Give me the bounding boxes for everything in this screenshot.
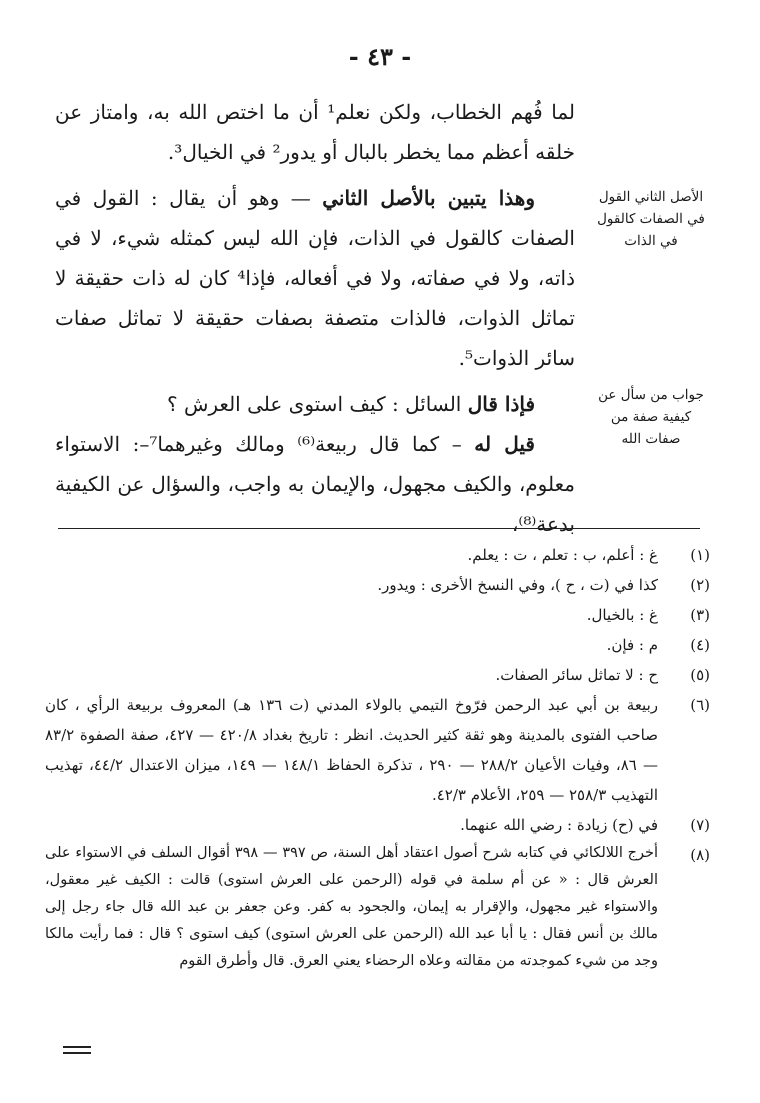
footnote-number: (١) bbox=[690, 546, 710, 564]
footnotes bbox=[45, 540, 710, 975]
paragraph-4 bbox=[55, 424, 575, 544]
footnote-text: م : فإن. bbox=[606, 636, 658, 654]
paragraph-2 bbox=[55, 178, 575, 378]
footnote-text: غ : أعلم، ب : تعلم ، ت : يعلم. bbox=[467, 546, 658, 564]
footnote-text: في (ح) زيادة : رضي الله عنهما. bbox=[460, 816, 658, 834]
footnote-text: ح : لا تماثل سائر الصفات. bbox=[495, 666, 658, 684]
footnote-text: ربيعة بن أبي عبد الرحمن فرّوخ التيمي بالولاء المدني (ت ١٣٦ هـ) المعروف بربيعة الرأي ، كان صاحب الفتوى بالمدينة وهو ثقة كثير الحديث. انظر : تاريخ بغداد ٤٢٠/٨ — ٤٢٧، صفة الصفوة ٨٣/٢ — ٨٦، وفيات الأعيان ٢٨٨/٢ — ٢٩٠ ، تذكرة الحفاظ ١٤٨/١ — ١٤٩، ميزان الاعتدال ٤٤/٢، تهذيب التهذيب ٢٥٨/٣ — ٢٥٩، الأعلام ٤٢/٣. bbox=[45, 696, 659, 804]
footnote-number: (٦) bbox=[690, 696, 710, 714]
main-text bbox=[55, 92, 575, 544]
continuation-mark bbox=[63, 1046, 91, 1058]
footnote-number: (٤) bbox=[690, 636, 710, 654]
footnote-number: (٥) bbox=[690, 666, 710, 684]
page-number: - ٤٣ - bbox=[348, 42, 412, 71]
paragraph-3-body: السائل : كيف استوى على العرش ؟ bbox=[167, 392, 468, 416]
footnote-number: (٣) bbox=[690, 606, 710, 624]
margin-note-answer-question: جواب من سأل عن كيفية صفة من صفات الله bbox=[598, 387, 704, 447]
margin-note-second-principle: الأصل الثاني القول في الصفات كالقول في الذات bbox=[597, 189, 705, 249]
paragraph-4-lead: قيل له bbox=[474, 432, 535, 456]
footnote-item bbox=[45, 660, 710, 690]
paragraph-3-lead: فإذا قال bbox=[467, 392, 535, 416]
paragraph-2-body: — وهو أن يقال : القول في الصفات كالقول في الذات، فإن الله ليس كمثله شيء، لا في ذاته، ولا في صفاته، ولا في أفعاله، فإذا⁴ كان له ذات حقيقة لا تماثل الذوات، فالذات متصفة بصفات حقيقة لا تماثل صفات سائر الذوات⁵. bbox=[55, 186, 575, 370]
footnote-item bbox=[45, 630, 710, 660]
footnote-text: كذا في (ت ، ح )، وفي النسخ الأخرى : ويدور. bbox=[377, 576, 658, 594]
paragraph-3 bbox=[55, 384, 575, 424]
footnote-number: (٧) bbox=[690, 816, 710, 834]
footnote-item bbox=[45, 840, 710, 975]
footnote-number: (٢) bbox=[690, 576, 710, 594]
footnote-item bbox=[45, 810, 710, 840]
footnote-item bbox=[45, 570, 710, 600]
footnote-text: أخرج اللالكائي في كتابه شرح أصول اعتقاد أهل السنة، ص ٣٩٧ — ٣٩٨ أقوال السلف في الاستواء على العرش قال : « عن أم سلمة في قوله (الرحمن على العرش استوى) قالت : الكيف غير معقول، والاستواء غير مجهول، والإقرار به إيمان، والجحود به كفر. وعن جعفر بن عبد الله قال جاء رجل إلى مالك بن أنس فقال : يا أبا عبد الله (الرحمن على العرش استوى) كيف استوى ؟ قال : فما رأيت مالكا وجد من شيء كموجدته من مقالته وعلاه الرحضاء يعني العرق. قال وأطرق القوم bbox=[45, 845, 659, 969]
footnote-divider bbox=[58, 528, 700, 529]
paragraph-2-lead: وهذا يتبين بالأصل الثاني bbox=[322, 186, 535, 210]
paragraph-4-body: – كما قال ربيعة⁽⁶⁾ ومالك وغيرهما⁷–: الاستواء معلوم، والكيف مجهول، والإيمان به واجب، والسؤال عن الكيفية بدعة⁽⁸⁾، bbox=[55, 432, 575, 536]
paragraph-1: لما فُهم الخطاب، ولكن نعلم¹ أن ما اختص الله به، وامتاز عن خلقه أعظم مما يخطر بالبال أو يدور² في الخيال³. bbox=[55, 100, 576, 164]
footnote-text: غ : بالخيال. bbox=[586, 606, 658, 624]
footnote-item bbox=[45, 540, 710, 570]
footnote-item bbox=[45, 690, 710, 810]
footnote-number: (٨) bbox=[690, 846, 710, 864]
footnote-item bbox=[45, 600, 710, 630]
